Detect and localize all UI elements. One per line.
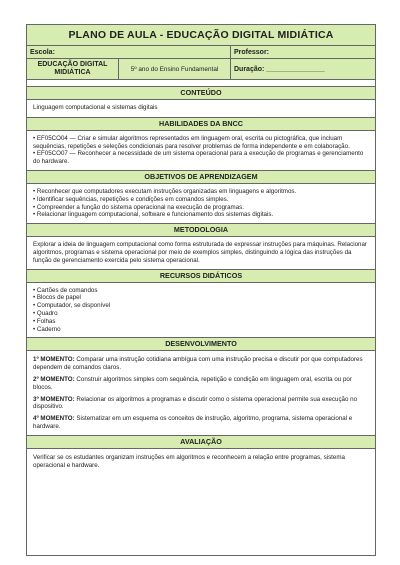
bncc-item: • EF05CO04 — Criar e simular algoritmos representados em linguagem oral, escrita ou pictográfica, que incluam sequências, repetições e seleções condicionais para resolver problemas de forma independente e em colaboração. — [33, 134, 350, 150]
moment-1 — [33, 356, 369, 372]
moment-label: 3º MOMENTO: — [33, 395, 75, 403]
grade-cell — [119, 59, 231, 79]
moment-text: Sistematizar em um esquema os conceitos de instrução, algoritmo, programa, sistema operacional e hardware. — [33, 415, 353, 430]
conteudo-body — [27, 100, 375, 117]
avaliacao-body — [27, 449, 375, 474]
moment-label: 4º MOMENTO: — [33, 415, 75, 423]
professor-label: Professor: — [234, 48, 270, 56]
conteudo-text: Linguagem computacional e sistemas digitais — [33, 104, 158, 111]
bncc-body — [27, 131, 375, 170]
section-header-metodologia: METODOLOGIA — [27, 223, 375, 237]
subject-label: EDUCAÇÃO DIGITAL MIDIÁTICA — [37, 61, 108, 76]
moment-text: Comparar uma instrução cotidiana ambígua com uma instrução precisa e discutir por que computadores dependem de comandos claros. — [33, 356, 363, 372]
school-label: Escola: — [30, 48, 55, 56]
moment-2 — [33, 376, 369, 392]
moment-label: 1º MOMENTO: — [33, 356, 75, 364]
duration-label: Duração: _______________ — [234, 65, 325, 73]
school-field[interactable] — [27, 46, 231, 58]
moment-text: Construir algoritmos simples com sequência, repetição e condição em linguagem oral, escrita ou por blocos. — [33, 375, 352, 391]
objetivos-body — [27, 184, 375, 223]
moment-text: Relacionar os algoritmos a programas e discutir como o sistema operacional permite sua execução no dispositivo. — [33, 395, 358, 411]
section-header-bncc: HABILIDADES DA BNCC — [27, 117, 375, 131]
section-header-desenvolvimento: DESENVOLVIMENTO — [27, 337, 375, 351]
recurso-item: • Blocos de papel — [33, 294, 81, 302]
moment-3 — [33, 396, 369, 412]
recursos-body — [27, 283, 375, 338]
subject-grade-row — [27, 59, 375, 80]
subject-cell — [27, 59, 119, 79]
lesson-plan-page — [26, 24, 376, 556]
recurso-item: • Quadro — [33, 309, 58, 317]
moment-4 — [33, 415, 369, 431]
page-title: PLANO DE AULA - EDUCAÇÃO DIGITAL MIDIÁTICA — [27, 25, 375, 46]
bncc-item: • EF05CO07 — Reconhecer a necessidade de um sistema operacional para a execução de programas e gerenciamento do hardware. — [33, 150, 364, 166]
metodologia-text: Explorar a ideia de linguagem computacional como forma estruturada de expressar instruções para máquinas. Relacionar algoritmos, programas e sistema operacional por meio de exemplos simples, distinguindo a lógica das instruções da função de gerenciamento exercida pelo sistema operacional. — [33, 241, 367, 264]
section-header-conteudo: CONTEÚDO — [27, 86, 375, 100]
recurso-item: • Caderno — [33, 325, 61, 333]
recurso-item: • Computador, se disponível — [33, 302, 111, 310]
duration-field[interactable] — [231, 59, 375, 79]
section-header-objetivos: OBJETIVOS DE APRENDIZAGEM — [27, 170, 375, 184]
desenvolvimento-body — [27, 351, 375, 434]
objetivo-item: • Compreender a função do sistema operacional na execução de programas. — [33, 203, 244, 211]
metodologia-body — [27, 237, 375, 268]
section-header-avaliacao: AVALIAÇÃO — [27, 435, 375, 449]
section-header-recursos: RECURSOS DIDÁTICOS — [27, 269, 375, 283]
objetivo-item: • Reconhecer que computadores executam instruções organizadas em linguagens e algoritmos. — [33, 187, 297, 195]
objetivo-item: • Identificar sequências, repetições e condições em comandos simples. — [33, 195, 229, 203]
grade-label: 5º ano do Ensino Fundamental — [130, 65, 219, 73]
avaliacao-text: Verificar se os estudantes organizam instruções em algoritmos e reconhecem a relação entre programas, sistema operacional e hardware. — [33, 453, 345, 469]
moment-label: 2º MOMENTO: — [33, 375, 75, 383]
objetivo-item: • Relacionar linguagem computacional, software e funcionamento dos sistemas digitais. — [33, 211, 274, 219]
professor-field[interactable] — [231, 46, 375, 58]
recurso-item: • Cartões de comandos — [33, 286, 98, 294]
recurso-item: • Folhas — [33, 317, 56, 325]
school-professor-row — [27, 46, 375, 59]
